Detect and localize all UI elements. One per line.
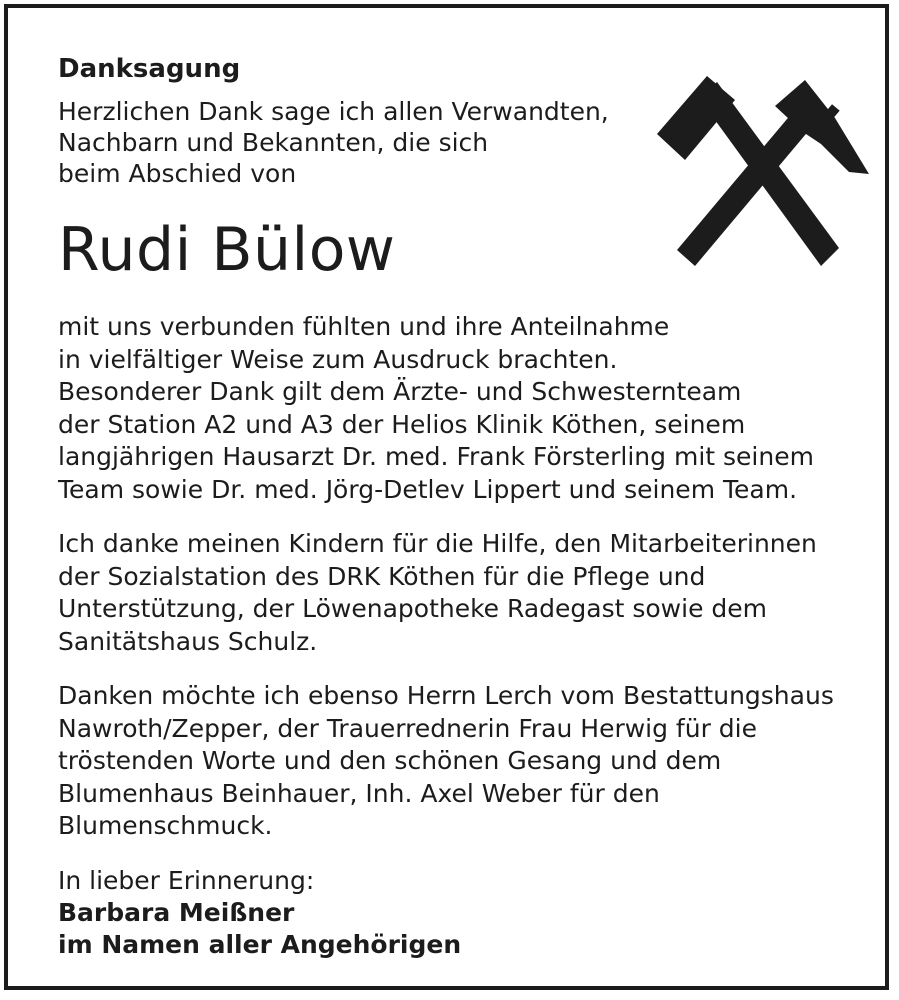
- closing-phrase: In lieber Erinnerung:: [58, 865, 315, 895]
- paragraph-line: Team sowie Dr. med. Jörg-Detlev Lippert und seinem Team.: [58, 474, 798, 504]
- paragraph-line: Unterstützung, der Löwenapotheke Radegast sowie dem: [58, 594, 768, 623]
- paragraph-line: der Sozialstation des DRK Köthen für die Pflege und: [58, 561, 706, 591]
- notice-frame: [4, 4, 889, 990]
- deceased-name: Rudi Bülow: [58, 215, 396, 285]
- paragraph-line: langjährigen Hausarzt Dr. med. Frank Försterling mit seinem: [58, 442, 814, 471]
- paragraph-line: Nawroth/Zepper, der Trauerrednerin Frau Herwig für die: [58, 713, 757, 743]
- signer-name: Barbara Meißner: [58, 897, 295, 927]
- signer-note: im Namen aller Angehörigen: [58, 929, 462, 959]
- intro-line: Nachbarn und Bekannten, die sich: [58, 128, 489, 157]
- paragraph-line: Blumenschmuck.: [58, 811, 273, 840]
- thanks-paragraph-3: [58, 680, 858, 843]
- hammer-and-pick-icon: [653, 70, 873, 275]
- intro-line: Herzlichen Dank sage ich allen Verwandten,: [58, 97, 609, 126]
- paragraph-line: Sanitätshaus Schulz.: [58, 626, 318, 656]
- paragraph-line: mit uns verbunden fühlten und ihre Anteilnahme: [58, 312, 670, 341]
- paragraph-line: Blumenhaus Beinhauer, Inh. Axel Weber für den: [58, 778, 660, 808]
- paragraph-line: Danken möchte ich ebenso Herrn Lerch vom Bestattungshaus: [58, 681, 834, 710]
- thanks-paragraph-1: [58, 311, 858, 506]
- intro-text: [58, 96, 648, 189]
- thanks-paragraph-2: [58, 528, 858, 658]
- paragraph-line: Besonderer Dank gilt dem Ärzte- und Schwesternteam: [58, 377, 742, 406]
- notice-heading: Danksagung: [58, 54, 241, 84]
- paragraph-line: in vielfältiger Weise zum Ausdruck brachten.: [58, 344, 618, 374]
- signature-block: [58, 865, 858, 961]
- paragraph-line: der Station A2 und A3 der Helios Klinik Köthen, seinem: [58, 409, 746, 439]
- intro-line: beim Abschied von: [58, 159, 297, 188]
- paragraph-line: tröstenden Worte und den schönen Gesang und dem: [58, 746, 722, 775]
- paragraph-line: Ich danke meinen Kindern für die Hilfe, den Mitarbeiterinnen: [58, 529, 817, 558]
